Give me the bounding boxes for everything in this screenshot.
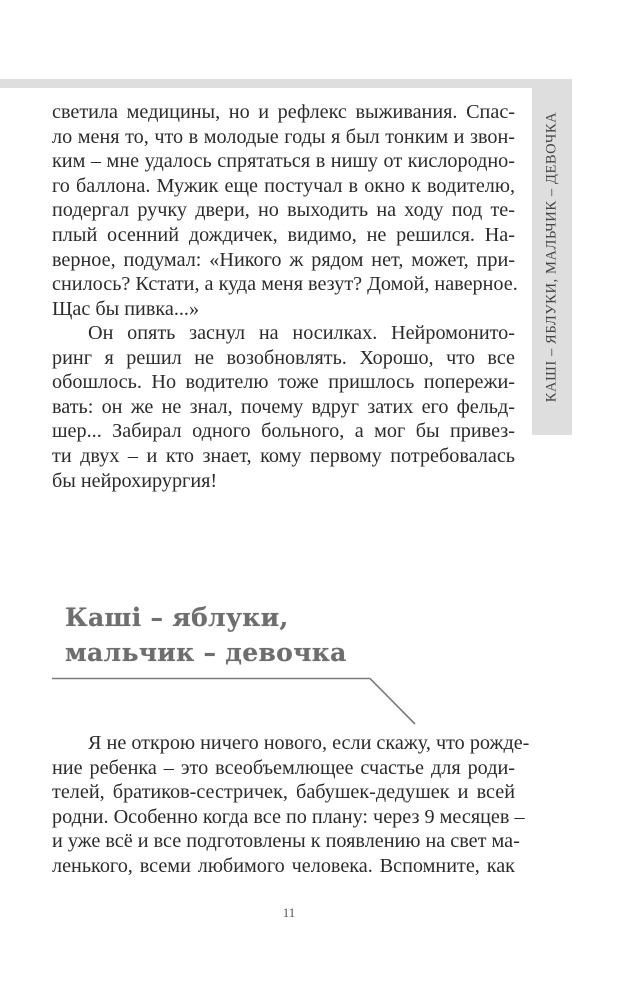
text-line: родни. Особенно когда все по плану: через 9 месяцев – (52, 805, 525, 828)
text-line: ленького, всеми любимого человека. Вспомните, как (52, 854, 515, 877)
chapter-title-line-2: мальчик – девочка (65, 638, 347, 667)
paragraph-continued (52, 100, 518, 321)
text-line: обошлось. Но водителю тоже пришлось попережи- (52, 371, 515, 394)
text-line: верное, подумал: «Никого ж рядом нет, может, при- (52, 248, 515, 271)
chapter-title-line-1: Каші – яблуки, (65, 603, 289, 632)
chapter-title (65, 600, 347, 670)
text-line: го баллона. Мужик еще постучал в окно к водителю, (52, 174, 515, 197)
text-line: бы нейрохирургия! (52, 469, 218, 492)
text-line: Он опять заснул на носилках. Нейромонито- (88, 322, 515, 344)
text-line: ло меня то, что в молодые годы я был тонким и звон- (52, 125, 515, 148)
running-header-side-tab (532, 79, 572, 435)
text-line: ние ребенка – это всеобъемлющее счастье для роди- (52, 756, 515, 779)
text-line: и уже всё и все подготовлены к появлению на свет ма- (52, 830, 520, 853)
text-line: Я не открою ничего нового, если скажу, что рожде- (88, 732, 530, 754)
text-line: ринг я решил не возобновлять. Хорошо, что все (52, 346, 515, 369)
text-line: ким – мне удалось спрятаться в нишу от кислородно- (52, 150, 515, 173)
text-line: снилось? Кстати, а куда меня везут? Домой, наверное. (52, 273, 518, 296)
text-line: вать: он же не знал, почему вдруг затих его фельд- (52, 395, 515, 418)
text-line: ти двух – и кто знает, кому первому потребовалась (52, 444, 515, 467)
text-line: подергал ручку двери, но выходить на ходу под те- (52, 199, 515, 222)
page-number: 11 (282, 905, 296, 920)
paragraph-neuromonitoring (52, 321, 515, 493)
chapter-paragraph-1 (52, 731, 530, 879)
text-line: плый осенний дождичек, видимо, не решился. На- (52, 223, 515, 246)
text-line: телей, братиков-сестричек, бабушек-дедушек и всей (52, 781, 515, 804)
text-line: шер... Забирал одного больного, а мог бы привез- (52, 420, 515, 443)
text-line: светила медицины, но и рефлекс выживания. Спас- (52, 101, 515, 123)
running-header-band (0, 79, 572, 88)
text-line: Щас бы пивка...» (52, 297, 200, 320)
running-header-title: КАШІ – ЯБЛУКИ, МАЛЬЧИК – ДЕВОЧКА (543, 111, 560, 403)
